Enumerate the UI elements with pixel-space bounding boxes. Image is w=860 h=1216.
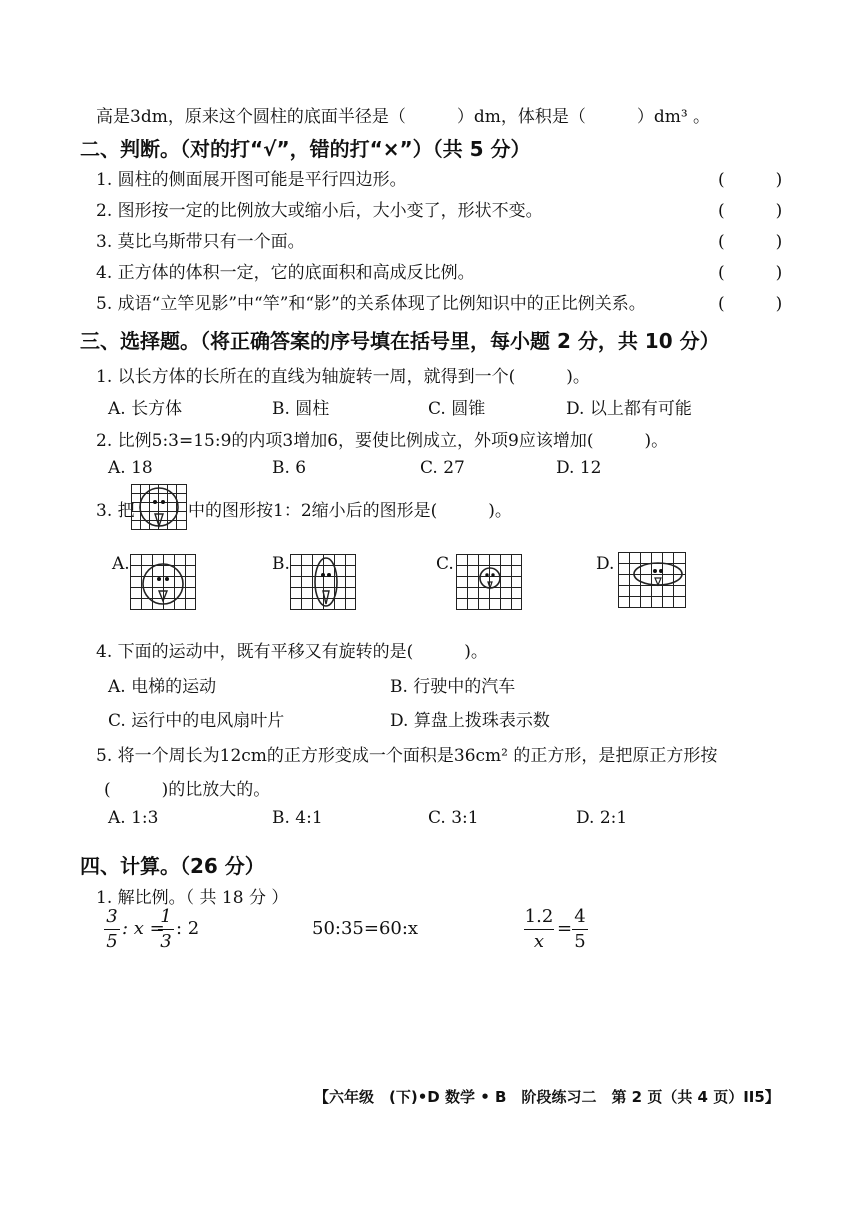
choice-q3-option-b-label[interactable]: B.: [272, 554, 290, 574]
judge-item-5: 5. 成语“立竿见影”中“竿”和“影”的关系体现了比例知识中的正比例关系。: [96, 294, 646, 314]
choice-q4-option-b[interactable]: B. 行驶中的汽车: [390, 677, 516, 697]
eq1-tail: : 2: [176, 918, 200, 939]
choice-q2-stem: 2. 比例5:3=15:9的内项3增加6，要使比例成立，外项9应该增加( )。: [96, 431, 669, 451]
choice-q3-option-a-figure[interactable]: [130, 554, 196, 610]
judge-answer-5[interactable]: ( ): [718, 294, 783, 314]
judge-answer-3[interactable]: ( ): [718, 232, 783, 252]
choice-q3-stem-suffix: 中的图形按1：2缩小后的图形是( )。: [188, 501, 512, 521]
choice-q4-stem: 4. 下面的运动中，既有平移又有旋转的是( )。: [96, 642, 488, 662]
judge-answer-2[interactable]: ( ): [718, 201, 783, 221]
eq2: 50:35=60:x: [312, 918, 419, 939]
choice-q1-option-b[interactable]: B. 圆柱: [272, 399, 330, 419]
calc-sub-1: 1. 解比例。（ 共 18 分 ）: [96, 888, 289, 908]
judge-item-3: 3. 莫比乌斯带只有一个面。: [96, 232, 305, 252]
choice-q3-option-d-figure[interactable]: [618, 552, 686, 608]
choice-q1-option-c[interactable]: C. 圆锥: [428, 399, 486, 419]
judge-item-4: 4. 正方体的体积一定，它的底面积和高成反比例。: [96, 263, 475, 283]
choice-q4-option-d[interactable]: D. 算盘上拨珠表示数: [390, 711, 550, 731]
section-3-title: 三、选择题。（将正确答案的序号填在括号里，每小题 2 分，共 10 分）: [80, 329, 720, 353]
choice-q3-option-b-figure[interactable]: [290, 554, 356, 610]
choice-q3-option-c-label[interactable]: C.: [436, 554, 454, 574]
choice-q1-option-d[interactable]: D. 以上都有可能: [566, 399, 692, 419]
eq1-b-numerator: 1: [160, 906, 172, 927]
eq3-fraction-left: [524, 906, 554, 953]
choice-q5-stem: 5. 将一个周长为12cm的正方形变成一个面积是36cm² 的正方形，是把原正方形按: [96, 746, 718, 766]
eq1-a-numerator: 3: [106, 906, 118, 927]
eq1-b-denominator: 3: [160, 931, 172, 952]
choice-q3-stem-prefix: 3. 把: [96, 501, 135, 521]
eq3-equals: =: [557, 918, 573, 939]
choice-q2-option-c[interactable]: C. 27: [420, 458, 465, 478]
choice-q4-option-c[interactable]: C. 运行中的电风扇叶片: [108, 711, 285, 731]
eq1-middle: : x =: [122, 918, 165, 939]
eq3-right-denominator: 5: [574, 931, 586, 952]
choice-q2-option-d[interactable]: D. 12: [556, 458, 602, 478]
judge-answer-1[interactable]: ( ): [718, 170, 783, 190]
choice-q4-option-a[interactable]: A. 电梯的运动: [108, 677, 217, 697]
eq1-a-denominator: 5: [106, 931, 118, 952]
choice-q5-option-b[interactable]: B. 4:1: [272, 808, 323, 828]
judge-answer-4[interactable]: ( ): [718, 263, 783, 283]
choice-q3-option-c-figure[interactable]: [456, 554, 522, 610]
choice-q2-option-b[interactable]: B. 6: [272, 458, 307, 478]
choice-q3-option-a-label[interactable]: A.: [112, 554, 130, 574]
choice-q1-option-a[interactable]: A. 长方体: [108, 399, 183, 419]
section-4-title: 四、计算。（26 分）: [80, 854, 265, 878]
choice-q5-option-a[interactable]: A. 1:3: [108, 808, 159, 828]
eq3-left-denominator: x: [533, 931, 545, 952]
original-figure-grid: [131, 484, 187, 530]
eq3-right-numerator: 4: [574, 906, 586, 927]
judge-item-1: 1. 圆柱的侧面展开图可能是平行四边形。: [96, 170, 407, 190]
page-footer: 【六年级 (下)•D 数学 • B 阶段练习二 第 2 页（共 4 页）II5】: [314, 1088, 780, 1106]
eq1-fraction-b: [158, 906, 174, 953]
eq1-fraction-a: [104, 906, 120, 953]
eq3-fraction-right: [572, 906, 588, 953]
choice-q2-option-a[interactable]: A. 18: [108, 458, 153, 478]
judge-item-2: 2. 图形按一定的比例放大或缩小后，大小变了，形状不变。: [96, 201, 543, 221]
choice-q5-option-c[interactable]: C. 3:1: [428, 808, 479, 828]
choice-q3-option-d-label[interactable]: D.: [596, 554, 615, 574]
section-2-title: 二、判断。（对的打“√”，错的打“×”）（共 5 分）: [80, 137, 531, 161]
eq3-left-numerator: 1.2: [524, 906, 554, 927]
choice-q1-stem: 1. 以长方体的长所在的直线为轴旋转一周，就得到一个( )。: [96, 367, 590, 387]
intro-line: 高是3dm，原来这个圆柱的底面半径是（ ）dm，体积是（ ）dm³ 。: [96, 107, 711, 127]
choice-q5-option-d[interactable]: D. 2:1: [576, 808, 628, 828]
choice-q5-stem-continued: ( )的比放大的。: [104, 780, 271, 800]
